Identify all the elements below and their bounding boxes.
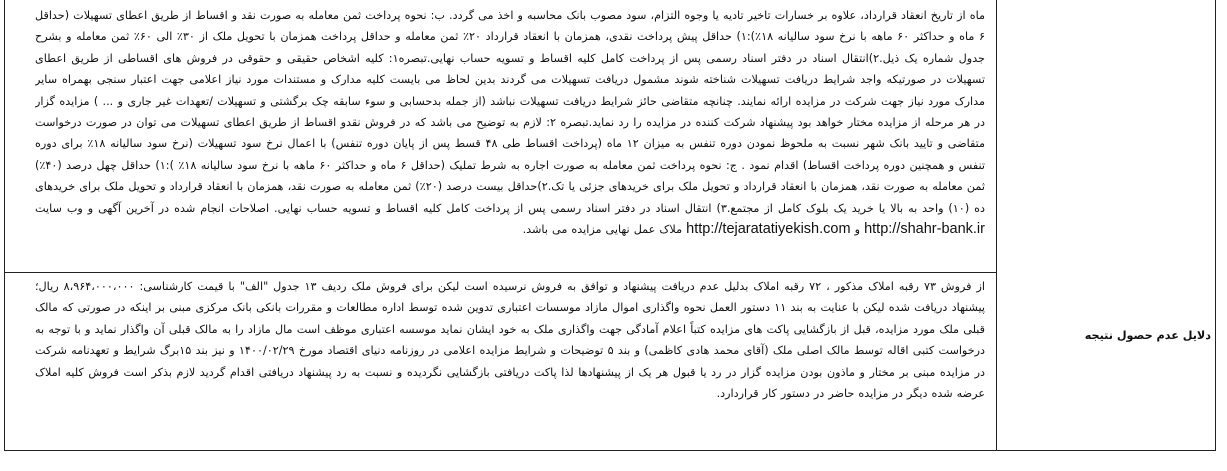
result-reason-label: دلایل عدم حصول نتیجه [1084, 329, 1211, 342]
result-reason-cell [35, 276, 985, 446]
row-divider [5, 272, 996, 273]
result-table [4, 0, 1216, 451]
conjunction-text: و [854, 223, 861, 237]
shahr-bank-link[interactable]: http://shahr-bank.ir [864, 221, 985, 238]
result-reason-text: از فروش ۷۳ رقبه املاک مذکور ، ۷۲ رقبه املاک بدلیل عدم دریافت پیشنهاد و توافق به فروش نرسیده است لیکن برای فروش ملک ردیف ۱۳ جدول "الف" با قیمت کارشناسی: ۸،۹۶۴،۰۰۰،۰۰۰ ریال؛ پیشنهاد دریافت شده لیکن با عنایت به بند ۱۱ دستور العمل نحوه واگذاری اموال مازاد موسسات اعتباری تدوین شده توسط اداره مطالعات و مقررات بانکی بانک مرکزی مبنی بر اینکه در صورتی که مالک قبلی ملک مورد مزایده، قبل از بازگشایی پاکت های مزایده کتباً اعلام آمادگی جهت واگذاری ملک به خود ایشان نماید موسسه اعتباری موظف است مال مازاد را به مالک قبلی آن واگذار نماید و با توجه به درخواست کتبی اقاله توسط مالک اصلی ملک (آقای محمد هادی کاظمی) و بند ۵ توضیحات و شرایط مزایده اعلامی در روزنامه دنیای اقتصاد مورخ ۱۴۰۰/۰۲/۲۹ و نیز بند ۱۵برگ شرایط و تعهدنامه شرکت در مزایده مبنی بر مختار و ماذون بودن مزایده گزار در رد یا قبول هر یک از پیشنهادها لذا پاکت دریافتی بازگشایی نگردیده و نسبت به رد پیشنهاد دریافتی اقدام گردید لازم بذکر است فروش کلیه املاک عرضه شده دیگر در مزایده حاضر در دستور کار قراردارد. [35, 280, 985, 401]
sale-terms-text: ماه از تاریخ انعقاد قرارداد، علاوه بر خسارات تاخیر تادیه یا وجوه التزام، سود مصوب بانک محاسبه و اخذ می گردد. ب: نحوه پرداخت ثمن معامله به صورت نقد و اقساط از طریق اعطای تسهیلات (حداقل ۶ ماه و حداکثر ۶۰ ماهه با نرخ سود سالیانه ۱۸٪):۱) حداقل پیش پرداخت نقدی، همزمان با انعقاد قرارداد ۲۰٪ ثمن معامله و حداقل پرداخت همزمان با تحویل ملک از ۳۰٪ الی ۶۰٪ ثمن معامله و بشرح جدول شماره یک ذیل.۲)انتقال اسناد در دفتر اسناد رسمی پس از پرداخت کامل کلیه اقساط و تسویه حساب نهایی.تبصره۱: کلیه اشخاص حقیقی و حقوقی در فروش های اقساطی از طریق اعطای تسهیلات در صورتیکه واجد شرایط دریافت تسهیلات شناخته شوند مشمول دریافت تسهیلات می گردند بدین لحاظ می بایست کلیه مدارک و مستندات مورد نیاز اعلامی جهت اعتبار سنجی بهمراه سایر مدارک مورد نیاز جهت شرکت در مزایده ارائه نمایند. چنانچه متقاضی حائز شرایط دریافت تسهیلات نباشد (از جمله بدحسابی و سوء سابقه چک برگشتی و تسهیلات /تعهدات غیر جاری و ... ) مزایده گزار در هر مرحله از مزایده مختار خواهد بود پیشنهاد شرکت کننده در مزایده را رد نماید.تبصره ۲: لازم به توضیح می باشد که در فروش نقدو اقساط از طریق اعطای تسهیلات می توان در صورت درخواست متقاضی و تایید بانک شهر نسبت به ملحوظ نمودن دوره تنفس به میزان ۱۲ ماه (پرداخت اقساط طی ۴۸ قسط پس از پایان دوره تنفس) با اعمال نرخ سود تسهیلات (نرخ سود سالیانه ۱۸٪ برای دوره تنفس و همچنین دوره پرداخت اقساط) اقدام نمود . ج: نحوه پرداخت ثمن معامله به صورت اجاره به شرط تملیک (حداقل ۶ ماه و حداکثر ۶۰ ماهه با نرخ سود سالیانه ۱۸٪ ):۱) حداقل چهل درصد (۴۰٪) ثمن معامله به صورت نقد، همزمان با انعقاد قرارداد و تحویل ملک برای خریدهای جزئی یا تک.۲)حداقل بیست درصد (۲۰٪) ثمن معامله به صورت نقد، همزمان با انعقاد قرارداد و تحویل ملک برای خریدهای ده (۱۰) واحد به بالا یا خرید یک بلوک کامل از مجتمع.۳) انتقال اسناد در دفتر اسناد رسمی پس از پرداخت کامل کلیه اقساط و تسویه حساب نهایی. اصلاحات انجام شده در آخرین آگهی و وب سایت [35, 9, 985, 215]
sale-terms-end-text: ملاک عمل نهایی مزایده می باشد. [522, 223, 683, 237]
column-divider [996, 0, 997, 450]
tejarat-link[interactable]: http://tejaratatiyekish.com [686, 221, 851, 238]
sale-terms-cell [35, 5, 985, 269]
